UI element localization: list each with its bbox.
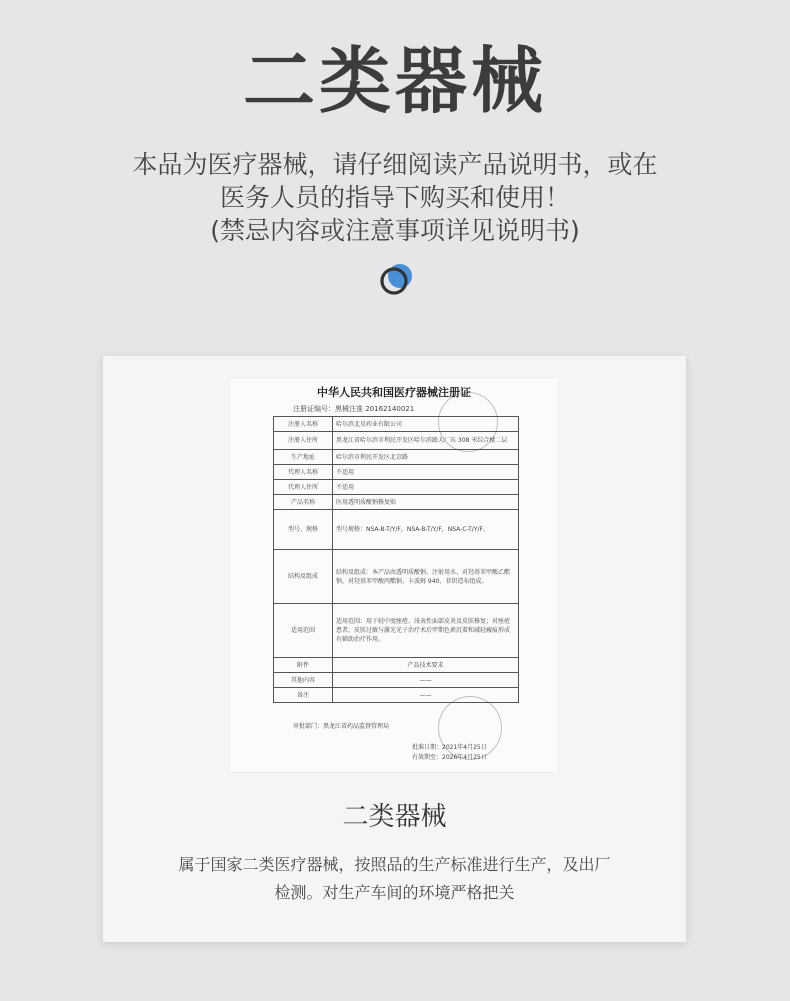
registration-certificate-image: [230, 378, 558, 772]
notice-line: (禁忌内容或注意事项详见说明书): [210, 216, 580, 245]
card-description: [103, 851, 686, 907]
table-row: [274, 417, 519, 432]
row-label: 注册人住所: [274, 432, 333, 450]
row-value: 结构及组成：本产品由透明质酸钠、注射用水、对羟基苯甲酸乙酯钠、对羟基苯甲酸丙酯钠、卡波姆 940、非织造布组成。: [333, 550, 519, 604]
row-value: 不适用: [333, 465, 519, 480]
description-line: 检测。对生产车间的环境严格把关: [274, 883, 515, 902]
table-row: [274, 688, 519, 703]
row-value: ——: [333, 673, 519, 688]
registration-number: 注册证编号：黑械注准 20162140021: [293, 405, 415, 413]
row-value: 型号规格：NSA-B-T/Y/F，NSA-B-T/Y/F，NSA-C-T/Y/F。: [333, 510, 519, 550]
table-row: [274, 673, 519, 688]
row-label: 备注: [274, 688, 333, 703]
row-label: 代理人住所: [274, 480, 333, 495]
certificate-table: [273, 416, 519, 703]
table-row: [274, 495, 519, 510]
row-value: 产品技术要求: [333, 658, 519, 673]
row-value: 哈尔滨北星药业有限公司: [333, 417, 519, 432]
row-value: 医用透明质酸钠修复贴: [333, 495, 519, 510]
table-row: [274, 510, 519, 550]
table-row: [274, 480, 519, 495]
row-value: 不适用: [333, 480, 519, 495]
certificate-card: [103, 356, 686, 942]
row-label: 注册人名称: [274, 417, 333, 432]
notice-line: 医务人员的指导下购买和使用！: [219, 183, 570, 212]
page-title: 二类器械: [242, 39, 547, 123]
row-label: 其他内容: [274, 673, 333, 688]
table-row: [274, 658, 519, 673]
row-label: 型号、规格: [274, 510, 333, 550]
issuing-department: 审批部门：黑龙江省药品监督管理局: [293, 723, 390, 730]
table-row: [274, 432, 519, 450]
row-label: 附件: [274, 658, 333, 673]
row-label: 代理人名称: [274, 465, 333, 480]
row-value: 黑龙江省哈尔滨市利民开发区哈尔滨路大厂东 308 米综合楼二层: [333, 432, 519, 450]
table-row: [274, 450, 519, 465]
row-value: ——: [333, 688, 519, 703]
double-circle-icon: [379, 261, 415, 297]
certificate-dates: [412, 743, 487, 763]
row-label: 适用范围: [274, 604, 333, 658]
card-title: 二类器械: [342, 802, 447, 832]
medical-device-notice: [0, 148, 790, 247]
row-value: 哈尔滨市利民开发区北京路: [333, 450, 519, 465]
notice-line: 本品为医疗器械，请仔细阅读产品说明书，或在: [132, 150, 658, 179]
approval-date: 批准日期：2021年4月25日: [412, 744, 487, 751]
row-value: 适用范围：用于轻中度痤疮、浅表性面部皮炎及皮肤修复；对痤疮患者，皮肤过敏与激光光子治疗术后甲期色素沉着和减轻瘢痕形成有辅助治疗作用。: [333, 604, 519, 658]
table-row: [274, 604, 519, 658]
row-label: 产品名称: [274, 495, 333, 510]
row-label: 生产地址: [274, 450, 333, 465]
valid-until-date: 有效期至：2026年4月25日: [412, 754, 487, 761]
certificate-title: 中华人民共和国医疗器械注册证: [317, 386, 471, 399]
row-label: 结构及组成: [274, 550, 333, 604]
table-row: [274, 550, 519, 604]
table-row: [274, 465, 519, 480]
description-line: 属于国家二类医疗器械，按照品的生产标准进行生产，及出厂: [178, 855, 611, 874]
